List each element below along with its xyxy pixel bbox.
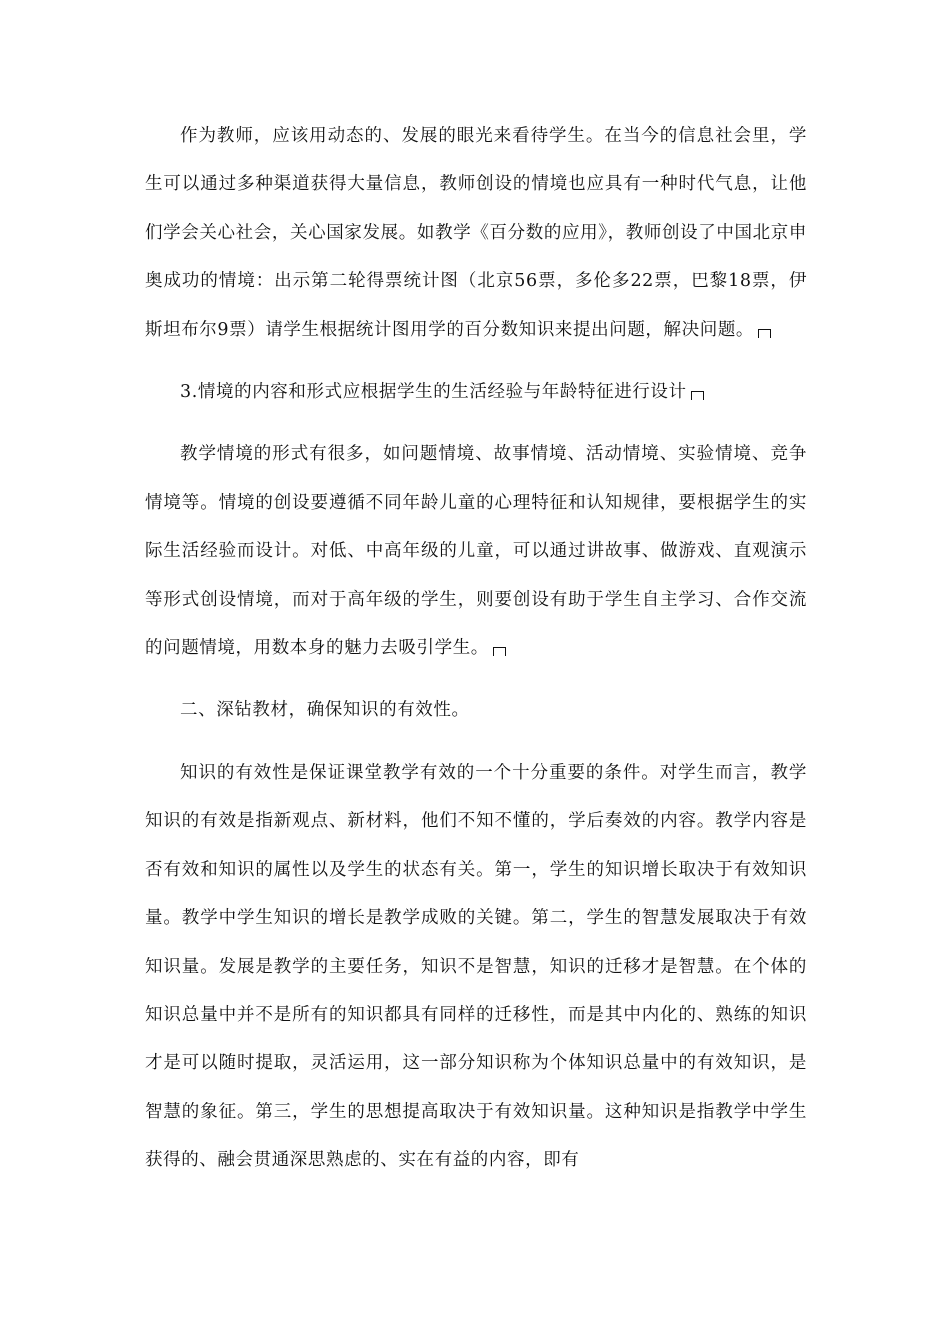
- paragraph-text: 知识的有效性是保证课堂教学有效的一个十分重要的条件。对学生而言，教学知识的有效是指新观点、新材料，他们不知不懂的，学后奏效的内容。教学内容是否有效和知识的属性以及学生的状态有关。第一，学生的知识增长取决于有效知识量。教学中学生知识的增长是教学成败的关键。第二，学生的智慧发展取决于有效知识量。发展是教学的主要任务，知识不是智慧，知识的迁移才是智慧。在个体的知识总量中并不是所有的知识都具有同样的迁移性，而是其中内化的、熟练的知识才是可以随时提取，灵活运用，这一部分知识称为个体知识总量中的有效知识，是智慧的象征。第三，学生的思想提高取决于有效知识量。这种知识是指教学中学生获得的、融会贯通深思熟虑的、实在有益的内容，即有: [145, 762, 807, 1171]
- paragraph-text: 作为教师，应该用动态的、发展的眼光来看待学生。在当今的信息社会里，学生可以通过多种渠道获得大量信息，教师创设的情境也应具有一种时代气息，让他们学会关心社会，关心国家发展。如教学《百分数的应用》，教师创设了中国北京申奥成功的情境：出示第二轮得票统计图（北京56票，多伦多22票，巴黎18票，伊斯坦布尔9票）请学生根据统计图用学的百分数知识来提出问题，解决问题。: [145, 126, 807, 340]
- paragraph-mark-icon: [758, 329, 771, 338]
- heading-text: 二、深钻教材，确保知识的有效性。: [180, 700, 470, 721]
- heading-text: 3.情境的内容和形式应根据学生的生活经验与年龄特征进行设计: [180, 382, 687, 403]
- paragraph-mark-icon: [493, 647, 506, 656]
- paragraph-situation-forms: [145, 430, 807, 672]
- heading-situation-design: [145, 368, 807, 416]
- paragraph-knowledge-validity: [145, 749, 807, 1185]
- paragraph-information-society: [145, 112, 807, 354]
- heading-knowledge-validity: [145, 686, 807, 734]
- paragraph-text: 教学情境的形式有很多，如问题情境、故事情境、活动情境、实验情境、竞争情境等。情境的创设要遵循不同年龄儿童的心理特征和认知规律，要根据学生的实际生活经验而设计。对低、中高年级的儿童，可以通过讲故事、做游戏、直观演示等形式创设情境，而对于高年级的学生，则要创设有助于学生自主学习、合作交流的问题情境，用数本身的魅力去吸引学生。: [145, 444, 807, 659]
- document-page: [145, 112, 807, 1185]
- paragraph-mark-icon: [691, 391, 704, 400]
